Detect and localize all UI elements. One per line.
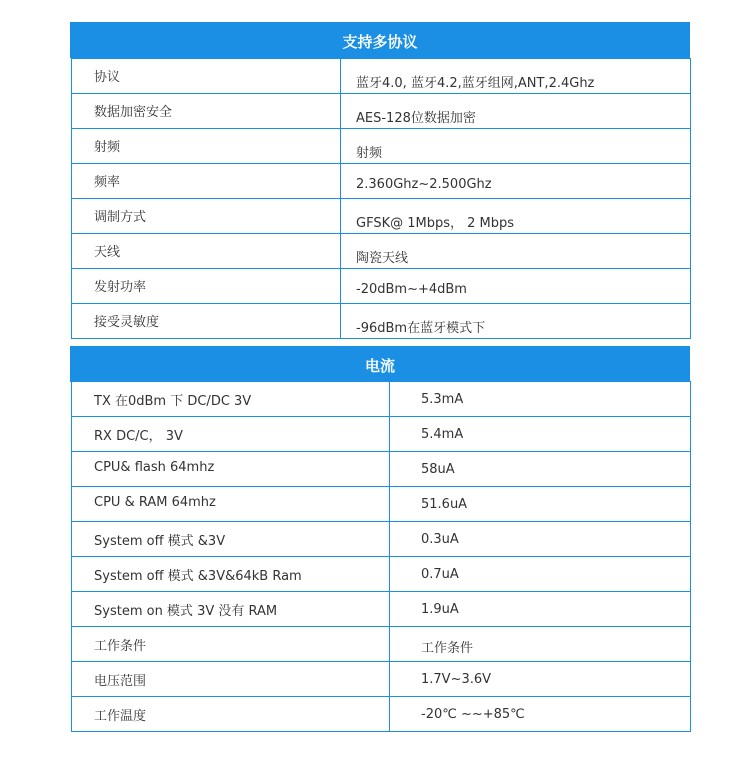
row-label: System on 模式 3V 没有 RAM xyxy=(94,604,278,619)
table-row xyxy=(72,234,691,269)
table-row xyxy=(72,59,691,94)
protocol-section-title: 支持多协议 xyxy=(70,22,690,58)
row-label: 接受灵敏度 xyxy=(94,315,160,330)
row-label: CPU& flash 64mhz xyxy=(94,460,215,475)
table-row xyxy=(72,129,691,164)
row-value: 2.360Ghz~2.500Ghz xyxy=(356,177,492,192)
table-row xyxy=(72,557,691,592)
table-row xyxy=(72,452,691,487)
row-value: 工作条件 xyxy=(421,641,474,656)
table-row xyxy=(72,697,691,732)
table-row xyxy=(72,269,691,304)
row-label: 发射功率 xyxy=(94,280,147,295)
row-value: 蓝牙4.0, 蓝牙4.2,蓝牙组网,ANT,2.4Ghz xyxy=(356,76,595,91)
table-row xyxy=(72,304,691,339)
row-label: 电压范围 xyxy=(94,674,147,689)
row-label: CPU & RAM 64mhz xyxy=(94,495,216,510)
row-value: -20℃ ~~+85℃ xyxy=(421,707,525,722)
row-label: 工作条件 xyxy=(94,639,147,654)
row-label: RX DC/C， 3V xyxy=(94,429,183,444)
row-value: 5.3mA xyxy=(421,392,464,407)
row-value: 1.9uA xyxy=(421,602,459,617)
current-section-title: 电流 xyxy=(70,346,690,382)
row-label: 工作温度 xyxy=(94,709,147,724)
table-row xyxy=(72,382,691,417)
table-row xyxy=(72,199,691,234)
table-row xyxy=(72,94,691,129)
table-row xyxy=(72,522,691,557)
row-value: AES-128位数据加密 xyxy=(356,111,476,126)
row-value: -20dBm~+4dBm xyxy=(356,282,467,297)
table-row xyxy=(72,417,691,452)
row-label: System off 模式 &3V&64kB Ram xyxy=(94,569,302,584)
row-value: 0.7uA xyxy=(421,567,459,582)
row-value: 58uA xyxy=(421,462,455,477)
protocol-spec-table xyxy=(71,58,691,339)
table-row xyxy=(72,164,691,199)
row-value: 51.6uA xyxy=(421,497,468,512)
row-value: 射频 xyxy=(356,146,383,161)
row-label: 数据加密安全 xyxy=(94,105,173,120)
table-row xyxy=(72,592,691,627)
row-label: 射频 xyxy=(94,140,121,155)
row-value: 陶瓷天线 xyxy=(356,251,409,266)
row-label: 协议 xyxy=(94,70,121,85)
table-row xyxy=(72,662,691,697)
row-value: -96dBm在蓝牙模式下 xyxy=(356,321,486,336)
row-label: System off 模式 &3V xyxy=(94,534,226,549)
row-label: TX 在0dBm 下 DC/DC 3V xyxy=(94,394,252,409)
table-row xyxy=(72,487,691,522)
table-row xyxy=(72,627,691,662)
row-label: 天线 xyxy=(94,245,121,260)
row-value: 0.3uA xyxy=(421,532,459,547)
row-label: 调制方式 xyxy=(94,210,147,225)
row-label: 频率 xyxy=(94,175,121,190)
row-value: 5.4mA xyxy=(421,427,464,442)
row-value: GFSK@ 1Mbps， 2 Mbps xyxy=(356,216,515,231)
row-value: 1.7V~3.6V xyxy=(421,672,492,687)
current-spec-table xyxy=(71,381,691,732)
